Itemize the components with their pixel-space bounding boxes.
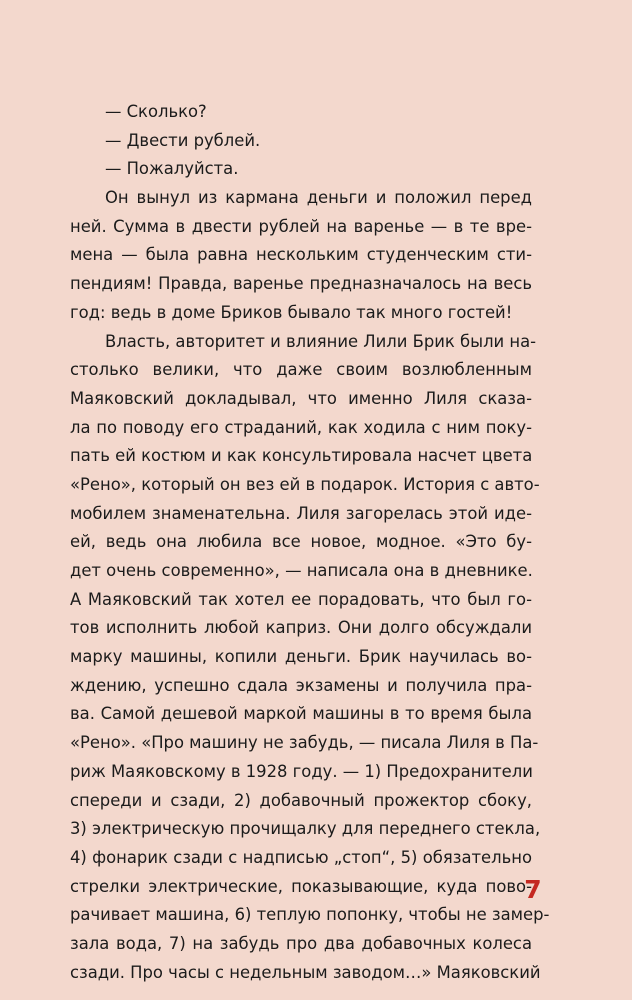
- text-line: «Рено». «Про машину не забудь, — писала Лиля в Па-: [70, 733, 539, 753]
- body-text: [70, 98, 550, 987]
- text-line: Власть, авторитет и влияние Лили Брик были на-: [105, 331, 537, 351]
- text-line: мобилем знаменательна. Лиля загорелась этой иде-: [70, 503, 532, 523]
- text-line: Он вынул из кармана деньги и положил перед: [105, 188, 532, 208]
- text-line: зала вода, 7) на забудь про два добавочных колеса: [70, 933, 532, 953]
- page-number: 7: [524, 875, 542, 904]
- text-line: ней. Сумма в двести рублей на варенье — в те вре-: [70, 216, 532, 236]
- dialogue-line: — Сколько?: [105, 102, 207, 121]
- text-line: тов исполнить любой каприз. Они долго обсуждали: [70, 618, 532, 638]
- text-line: дет очень современно», — написала она в дневнике.: [70, 561, 533, 580]
- dialogue-line: — Двести рублей.: [105, 130, 261, 150]
- text-line: год: ведь в доме Бриков бывало так много гостей!: [70, 302, 513, 322]
- text-line: «Рено», который он вез ей в подарок. История с авто-: [70, 474, 540, 494]
- text-line: марку машины, копили деньги. Брик научилась во-: [70, 647, 532, 667]
- text-line: ей, ведь она любила все новое, модное. «Это бу-: [70, 532, 532, 552]
- text-line: 4) фонарик сзади с надписью „стоп“, 5) обязательно: [70, 847, 532, 867]
- text-line: столько велики, что даже своим возлюбленным: [70, 360, 532, 380]
- text-line: сзади. Про часы с недельным заводом…» Маяковский: [70, 962, 541, 982]
- text-line: Маяковский докладывал, что именно Лиля сказа-: [70, 388, 532, 408]
- text-line: ла по поводу его страданий, как ходила с ним поку-: [70, 417, 532, 437]
- text-line: ждению, успешно сдала экзамены и получила пра-: [70, 675, 532, 695]
- text-line: стрелки электрические, показывающие, куда пово-: [70, 876, 532, 896]
- text-line: спереди и сзади, 2) добавочный прожектор сбоку,: [70, 790, 532, 810]
- text-line: 3) электрическую прочищалку для переднего стекла,: [70, 819, 541, 839]
- text-line: пать ей костюм и как консультировала насчет цвета: [70, 446, 533, 466]
- text-line: пендиям! Правда, варенье предназначалось на весь: [70, 274, 532, 294]
- text-line: А Маяковский так хотел ее порадовать, что был го-: [70, 589, 532, 609]
- text-line: рачивает машина, 6) теплую попонку, чтобы не замер-: [70, 905, 550, 925]
- text-line: мена — была равна нескольким студенческим сти-: [70, 245, 532, 265]
- text-line: риж Маяковскому в 1928 году. — 1) Предохранители: [70, 761, 533, 781]
- dialogue-line: — Пожалуйста.: [105, 159, 239, 179]
- text-line: ва. Самой дешевой маркой машины в то время была: [70, 704, 532, 724]
